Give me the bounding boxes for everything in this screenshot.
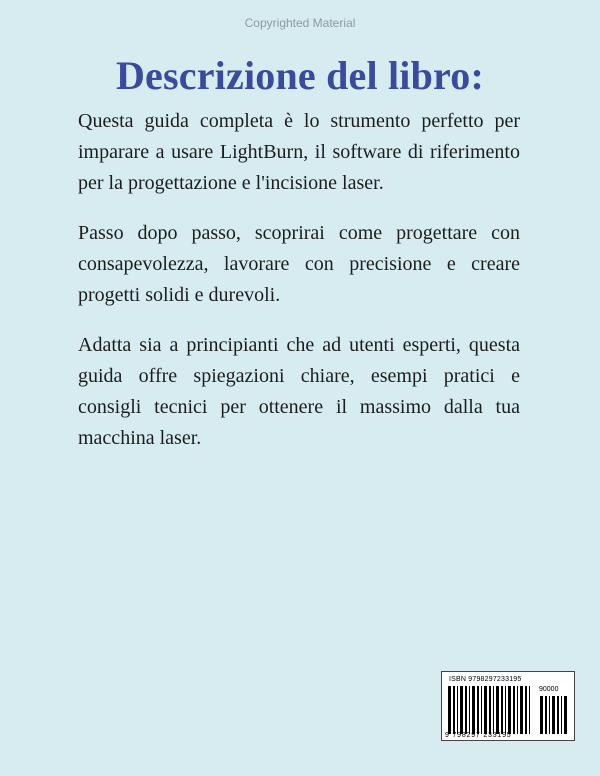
barcode-bar	[460, 686, 463, 734]
barcode-bar	[540, 696, 543, 734]
barcode-bar	[448, 686, 451, 734]
barcode-bar	[493, 686, 494, 734]
barcode-bar	[484, 686, 487, 734]
description-paragraph-2: Passo dopo passo, scoprirai come progettare con consapevolezza, lavorare con precisione e creare progetti solidi e durevoli.	[78, 222, 520, 306]
barcode-bar	[552, 696, 555, 734]
barcode-bar	[525, 686, 527, 734]
barcode-bar	[469, 686, 470, 734]
isbn-barcode	[441, 671, 575, 741]
barcode-digits: 9 798297 233195	[445, 732, 512, 739]
barcode-bar	[465, 686, 467, 734]
barcode-bar	[481, 686, 482, 734]
barcode-bar	[549, 696, 550, 734]
barcode-bar	[517, 686, 518, 734]
description-paragraph-3: Adatta sia a principianti che ad utenti esperti, questa guida offre spiegazioni chiare, esempi pratici e consigli tecnici per ottenere il massimo dalla tua macchina laser.	[78, 334, 520, 449]
isbn-barcode-bars	[448, 686, 534, 734]
barcode-bar	[457, 686, 458, 734]
barcode-bar	[489, 686, 491, 734]
barcode-bar	[564, 696, 567, 734]
isbn-label: ISBN 9798297233195	[449, 676, 522, 683]
barcode-bar	[557, 696, 559, 734]
barcode-bar	[477, 686, 479, 734]
barcode-bar	[472, 686, 475, 734]
page-title: Descrizione del libro:	[115, 53, 485, 98]
barcode-bar	[529, 686, 530, 734]
barcode-bar	[561, 696, 562, 734]
barcode-bar	[508, 686, 511, 734]
watermark-top: Copyrighted Material	[244, 16, 356, 30]
barcode-bar	[453, 686, 455, 734]
barcode-bar	[545, 696, 547, 734]
barcode-bar	[496, 686, 499, 734]
price-code: 90000	[539, 686, 559, 693]
barcode-bar	[520, 686, 523, 734]
barcode-bar	[513, 686, 515, 734]
price-barcode-bars	[540, 696, 570, 734]
barcode-bar	[501, 686, 503, 734]
barcode-bar	[505, 686, 506, 734]
description-paragraph-1: Questa guida completa è lo strumento perfetto per imparare a usare LightBurn, il software di riferimento per la progettazione e l'incisione laser.	[78, 110, 520, 194]
